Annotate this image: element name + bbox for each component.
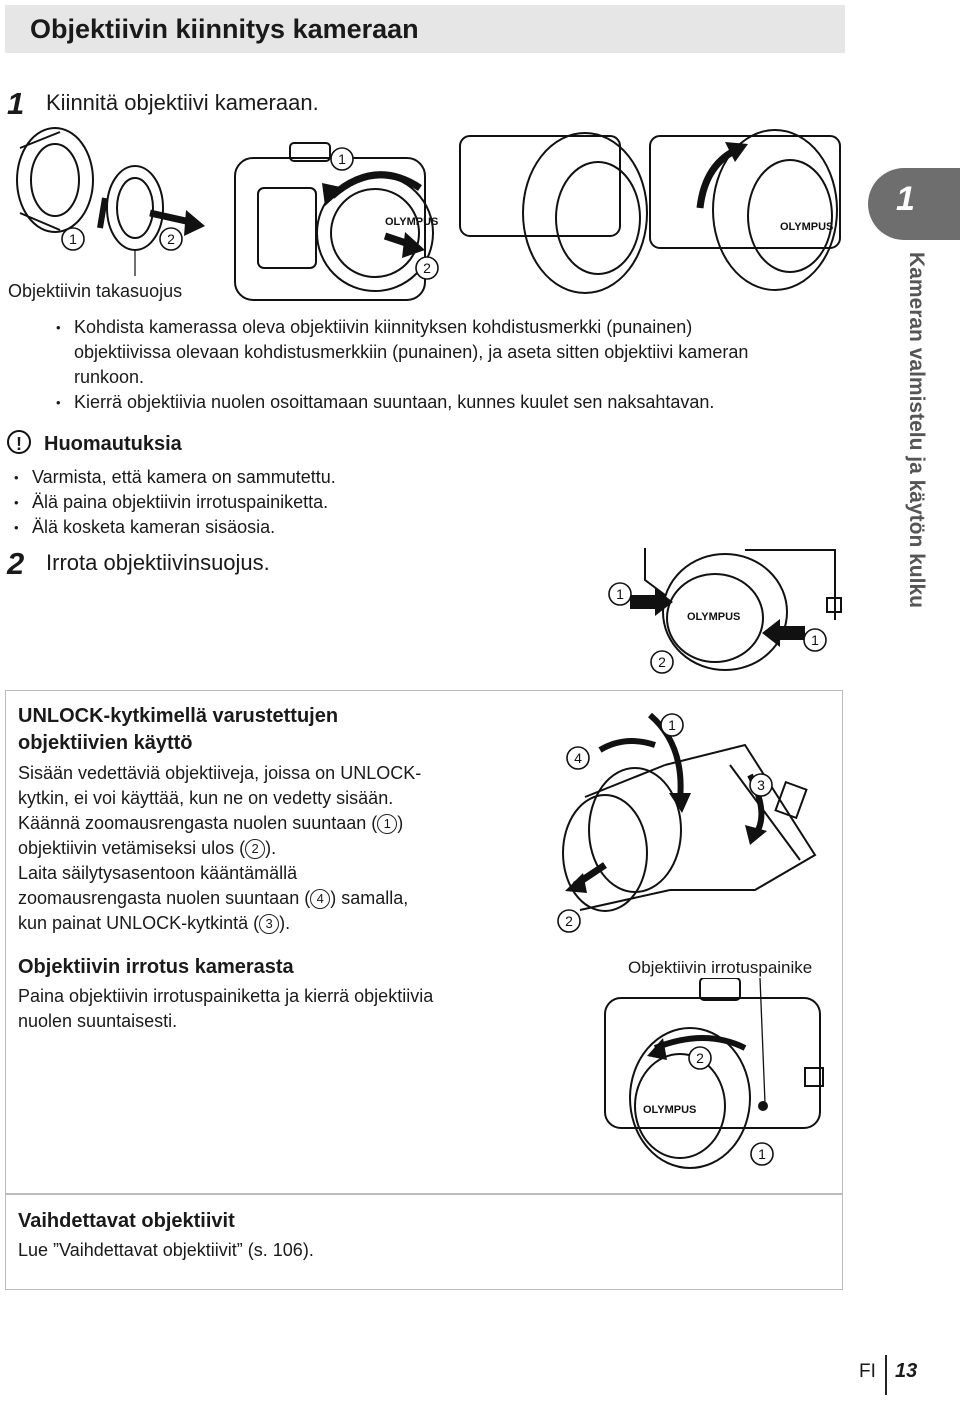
callout-2: 2	[245, 839, 265, 859]
unlock-text: Sisään vedettäviä objektiiveja, joissa on UNLOCK- kytkin, ei voi käyttää, kun ne on vedetty sisään. Käännä zoomausrengasta nuolen suuntaan ( 1 ) objektiivin vetämiseksi ulos ( 2 ). Laita säilytysasentoon kääntämällä zoomausrengasta nuolen suuntaan ( 4 ) samalla, kun painat UNLOCK-kytkintä ( 3 ).	[18, 763, 422, 933]
attach-lens-illustration	[0, 118, 850, 308]
note-item: • Varmista, että kamera on sammutettu.	[10, 465, 430, 490]
callout-2: 2	[565, 913, 573, 929]
warning-icon: !	[7, 430, 31, 454]
notes-list	[10, 465, 430, 540]
callout-2: 2	[167, 231, 175, 247]
unlock-lens-illustration	[545, 705, 835, 940]
chapter-tab	[868, 168, 960, 240]
page-number: 13	[895, 1360, 918, 1382]
remove-lens-illustration	[595, 978, 835, 1178]
step1-number: 1	[7, 86, 25, 121]
bullet-item: • Kohdista kamerassa oleva objektiivin kiinnityksen kohdistusmerkki (punainen) objektiivissa olevaan kohdistusmerkkiin (punainen), ja aseta sitten objektiivi kameran runkoon.	[52, 315, 792, 390]
step1-title: Kiinnitä objektiivi kameraan.	[46, 90, 319, 115]
brand-label: OLYMPUS	[385, 216, 439, 228]
svg-text:OLYMPUS: OLYMPUS	[780, 221, 834, 233]
svg-text:OLYMPUS: OLYMPUS	[687, 611, 741, 623]
callout-4: 4	[574, 750, 582, 766]
rear-cap-caption: Objektiivin takasuojus	[8, 281, 183, 301]
callout-1: 1	[811, 632, 819, 648]
callout-1: 1	[616, 586, 624, 602]
svg-text:OLYMPUS: OLYMPUS	[643, 1104, 697, 1116]
callout-2: 2	[696, 1050, 704, 1066]
step1-bullets	[52, 315, 792, 415]
step2-title: Irrota objektiivinsuojus.	[46, 550, 270, 575]
callout-1: 1	[758, 1146, 766, 1162]
callout-4: 4	[310, 889, 330, 909]
chapter-side-label: Kameran valmistelu ja käytön kulku	[905, 252, 928, 608]
chapter-number: 1	[896, 180, 915, 218]
release-button-caption: Objektiivin irrotuspainike	[628, 958, 813, 977]
callout-1: 1	[668, 717, 676, 733]
footer-divider	[885, 1355, 887, 1395]
callout-1: 1	[377, 814, 397, 834]
page-title: Objektiivin kiinnitys kameraan	[30, 14, 419, 44]
step2-number: 2	[7, 546, 25, 581]
note-item: • Älä kosketa kameran sisäosia.	[10, 515, 430, 540]
removal-title: Objektiivin irrotus kamerasta	[18, 956, 294, 978]
removal-text: Paina objektiivin irrotuspainiketta ja kierrä objektiivia nuolen suuntaisesti.	[18, 986, 434, 1031]
section-divider	[5, 1193, 843, 1195]
callout-3: 3	[757, 777, 765, 793]
notes-title: Huomautuksia	[44, 433, 182, 455]
callout-1: 1	[69, 231, 77, 247]
interchangeable-title: Vaihdettavat objektiivit	[18, 1210, 235, 1232]
callout-3: 3	[259, 914, 279, 934]
bullet-item: • Kierrä objektiivia nuolen osoittamaan suuntaan, kunnes kuulet sen naksahtavan.	[52, 390, 792, 415]
interchangeable-text: Lue ”Vaihdettavat objektiivit” (s. 106).	[18, 1240, 314, 1260]
language-code: FI	[859, 1361, 876, 1382]
callout-2: 2	[423, 260, 431, 276]
remove-cap-illustration	[595, 540, 850, 680]
page-title-bar	[5, 5, 845, 53]
callout-2: 2	[658, 654, 666, 670]
note-item: • Älä paina objektiivin irrotuspainiketta.	[10, 490, 430, 515]
callout-1: 1	[338, 151, 346, 167]
unlock-title: UNLOCK-kytkimellä varustettujen objektiivien käyttö	[18, 705, 339, 754]
